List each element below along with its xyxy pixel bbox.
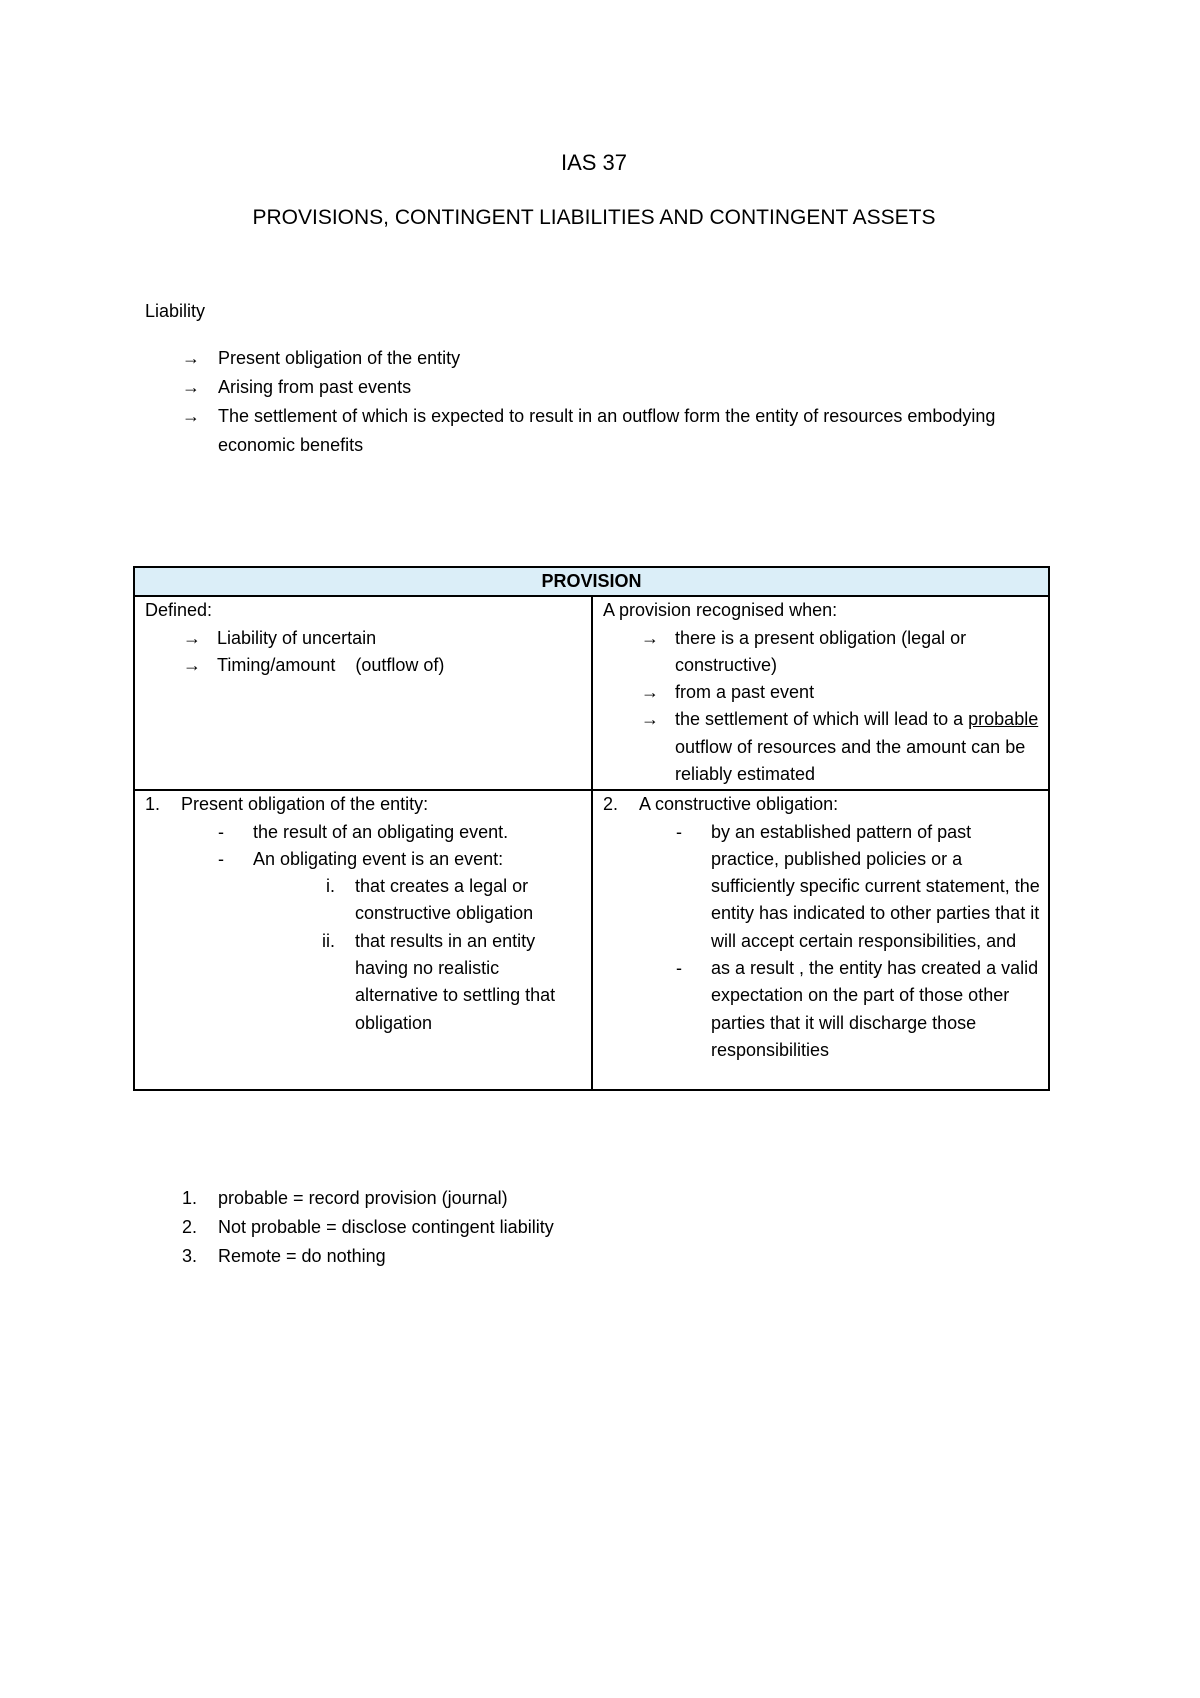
list-item — [182, 1213, 982, 1242]
defined-cell — [134, 596, 592, 790]
list-item — [145, 873, 583, 928]
present-obligation-cell — [134, 790, 592, 1090]
list-item-text: Timing/amount (outflow of) — [217, 654, 445, 675]
probable-underlined: probable — [968, 709, 1039, 730]
list-item-text: Present obligation of the entity — [218, 348, 461, 368]
table-header: PROVISION — [134, 567, 1049, 596]
outcome-list — [182, 1184, 982, 1271]
numbered-heading — [145, 791, 583, 818]
list-item — [603, 955, 1040, 1064]
arrow-icon: → — [182, 348, 200, 368]
numbered-heading — [603, 791, 1040, 818]
list-item-text: Liability of uncertain — [217, 627, 377, 648]
list-item-text: that results in an entity having no realistic alternative to settling that obligation — [355, 930, 556, 1033]
arrow-icon: → — [641, 709, 659, 730]
recognised-cell — [592, 596, 1049, 790]
list-item — [182, 373, 1032, 402]
recognised-heading: A provision recognised when: — [603, 600, 838, 621]
item-number: 2. — [182, 1217, 198, 1237]
list-item-text: An obligating event is an event: — [253, 848, 504, 869]
dash-bullet: - — [676, 958, 682, 979]
item-number: 1. — [182, 1188, 198, 1208]
list-item-text-prefix: the settlement of which will lead to a — [675, 709, 969, 730]
arrow-icon: → — [183, 627, 201, 648]
list-item-text: by an established pattern of past practice, published policies or a sufficiently specific current statement, the entity has indicated to other parties that it will accept certain responsibilities, and — [711, 821, 1040, 951]
list-item-text-suffix: outflow of resources and the amount can be reliably estimated — [675, 736, 1026, 785]
list-item — [145, 928, 583, 1037]
item-number: 1. — [145, 794, 161, 815]
list-item — [603, 679, 1040, 706]
roman-numeral: ii. — [322, 930, 335, 951]
list-item — [145, 652, 583, 679]
list-item — [182, 1242, 982, 1271]
heading-text: A constructive obligation: — [639, 794, 839, 815]
list-item — [603, 625, 1040, 680]
list-item-text: Remote = do nothing — [218, 1246, 386, 1266]
arrow-icon: → — [182, 406, 200, 426]
dash-bullet: - — [218, 821, 224, 842]
arrow-icon: → — [641, 682, 659, 703]
dash-bullet: - — [218, 848, 224, 869]
arrow-icon: → — [641, 627, 659, 648]
list-item-text: The settlement of which is expected to result in an outflow form the entity of resources embodying economic benefits — [218, 406, 996, 455]
list-item — [182, 402, 1032, 460]
list-item — [182, 1184, 982, 1213]
heading-text: Present obligation of the entity: — [181, 794, 429, 815]
list-item — [603, 819, 1040, 955]
list-item-text: Not probable = disclose contingent liability — [218, 1217, 554, 1237]
arrow-icon: → — [182, 377, 200, 397]
list-item — [182, 344, 1032, 373]
list-item-text: there is a present obligation (legal or constructive) — [675, 627, 967, 675]
list-item — [145, 846, 583, 873]
list-item-text: that creates a legal or constructive obligation — [355, 876, 534, 924]
item-number: 3. — [182, 1246, 198, 1266]
list-item — [145, 819, 583, 846]
provision-table — [133, 566, 1050, 1091]
arrow-icon: → — [183, 654, 201, 675]
liability-list — [182, 344, 1032, 460]
dash-bullet: - — [676, 821, 682, 842]
list-item — [145, 625, 583, 652]
page-subtitle: PROVISIONS, CONTINGENT LIABILITIES AND CONTINGENT ASSETS — [252, 206, 936, 229]
list-item-text: probable = record provision (journal) — [218, 1188, 508, 1208]
list-item-text: from a past event — [675, 682, 815, 703]
list-item-text: Arising from past events — [218, 377, 412, 397]
roman-numeral: i. — [326, 876, 335, 897]
item-number: 2. — [603, 794, 619, 815]
list-item-text: as a result , the entity has created a valid expectation on the part of those other parties that it will discharge those responsibilities — [711, 958, 1039, 1060]
page-title: IAS 37 — [560, 150, 628, 175]
constructive-obligation-cell — [592, 790, 1049, 1090]
defined-heading: Defined: — [145, 600, 213, 621]
list-item-text: the result of an obligating event. — [253, 821, 509, 842]
list-item — [603, 706, 1040, 788]
liability-heading: Liability — [145, 301, 206, 321]
